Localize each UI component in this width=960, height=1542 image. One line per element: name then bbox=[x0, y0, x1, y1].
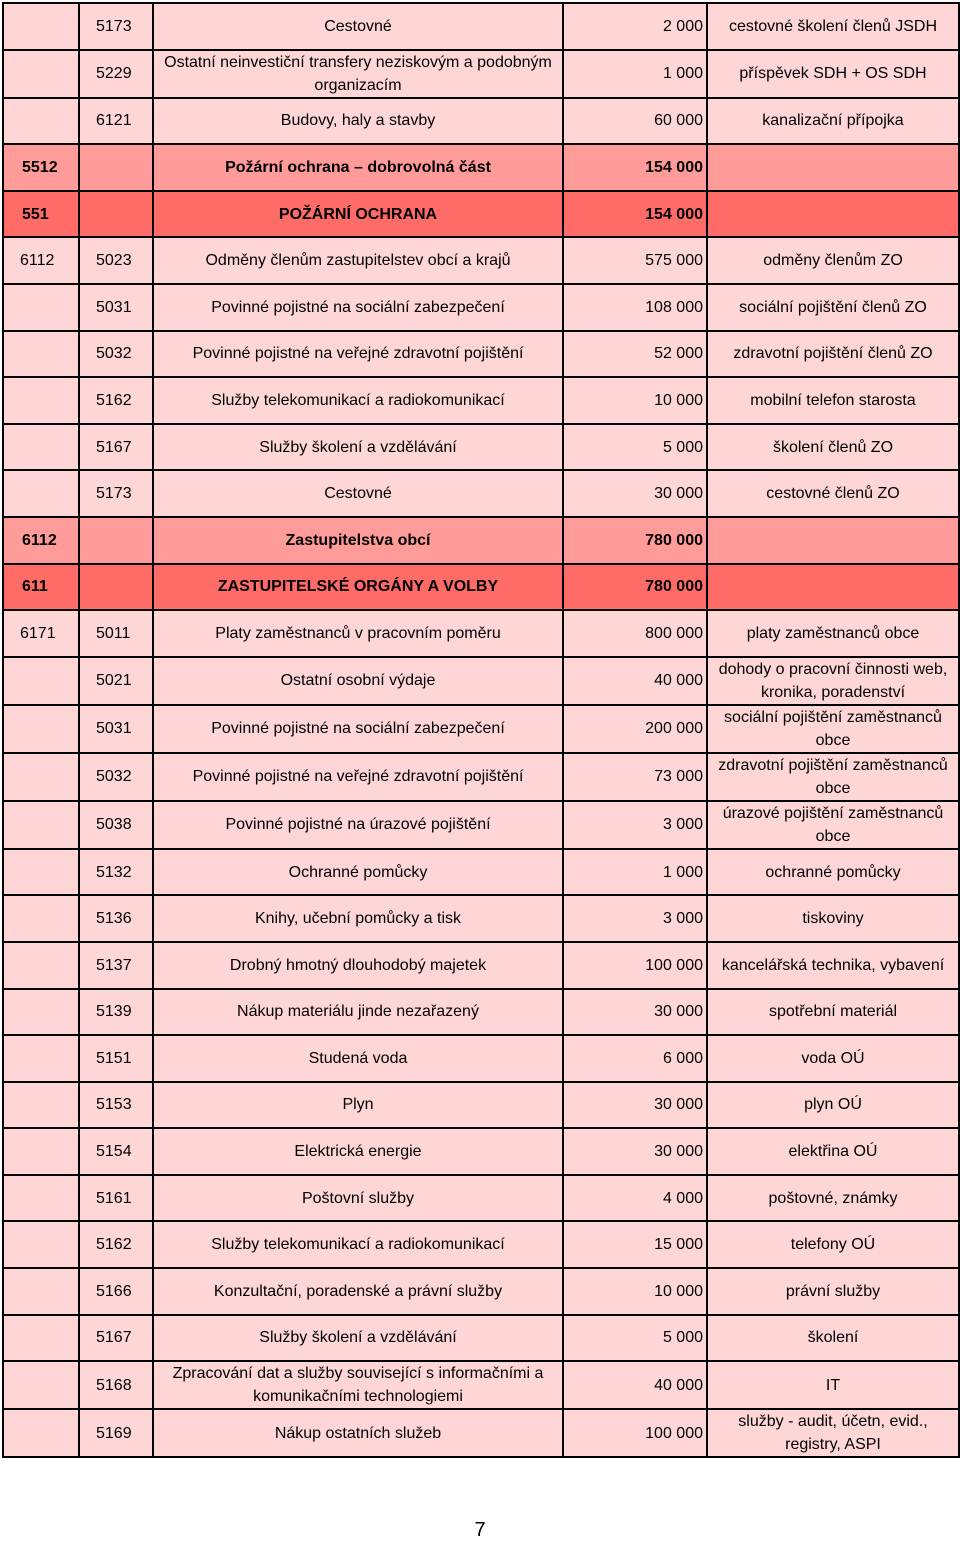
item-code-cell: 5173 bbox=[79, 470, 153, 517]
note-cell: zdravotní pojištění členů ZO bbox=[707, 331, 959, 378]
table-row bbox=[3, 1361, 959, 1409]
table-row bbox=[3, 1268, 959, 1315]
table-row bbox=[3, 1128, 959, 1175]
item-code-cell: 5137 bbox=[79, 942, 153, 989]
note-cell: spotřební materiál bbox=[707, 989, 959, 1036]
amount-cell: 60 000 bbox=[563, 98, 707, 145]
item-code-cell: 5021 bbox=[79, 657, 153, 705]
item-code-cell: 5136 bbox=[79, 895, 153, 942]
table-row bbox=[3, 3, 959, 50]
amount-cell: 154 000 bbox=[563, 191, 707, 238]
item-code-cell: 5011 bbox=[79, 610, 153, 657]
amount-cell: 30 000 bbox=[563, 1128, 707, 1175]
item-code-cell: 5151 bbox=[79, 1035, 153, 1082]
item-name-cell: Drobný hmotný dlouhodobý majetek bbox=[153, 942, 563, 989]
table-row bbox=[3, 1221, 959, 1268]
paragraph-cell bbox=[3, 942, 79, 989]
note-cell: IT bbox=[707, 1361, 959, 1409]
amount-cell: 10 000 bbox=[563, 1268, 707, 1315]
item-code-cell bbox=[79, 144, 153, 191]
budget-table bbox=[2, 2, 960, 1458]
paragraph-cell bbox=[3, 989, 79, 1036]
item-code-cell: 5161 bbox=[79, 1175, 153, 1222]
item-code-cell: 5032 bbox=[79, 753, 153, 801]
table-row bbox=[3, 377, 959, 424]
table-row bbox=[3, 284, 959, 331]
note-cell: odměny členům ZO bbox=[707, 237, 959, 284]
table-row bbox=[3, 989, 959, 1036]
item-name-cell: Platy zaměstnanců v pracovním poměru bbox=[153, 610, 563, 657]
note-cell bbox=[707, 191, 959, 238]
subtotal-row bbox=[3, 144, 959, 191]
paragraph-cell bbox=[3, 377, 79, 424]
table-row bbox=[3, 50, 959, 98]
note-cell: voda OÚ bbox=[707, 1035, 959, 1082]
item-name-cell: Služby školení a vzdělávání bbox=[153, 424, 563, 471]
section-total-row bbox=[3, 564, 959, 611]
paragraph-cell bbox=[3, 849, 79, 896]
amount-cell: 3 000 bbox=[563, 801, 707, 849]
item-name-cell: ZASTUPITELSKÉ ORGÁNY A VOLBY bbox=[153, 564, 563, 611]
item-code-cell: 5169 bbox=[79, 1409, 153, 1457]
table-row bbox=[3, 801, 959, 849]
item-name-cell: Odměny členům zastupitelstev obcí a krajů bbox=[153, 237, 563, 284]
paragraph-cell bbox=[3, 1268, 79, 1315]
note-cell: platy zaměstnanců obce bbox=[707, 610, 959, 657]
item-code-cell: 5168 bbox=[79, 1361, 153, 1409]
table-row bbox=[3, 895, 959, 942]
note-cell: školení členů ZO bbox=[707, 424, 959, 471]
paragraph-cell bbox=[3, 657, 79, 705]
item-code-cell: 5229 bbox=[79, 50, 153, 98]
note-cell: telefony OÚ bbox=[707, 1221, 959, 1268]
paragraph-cell bbox=[3, 895, 79, 942]
item-name-cell: Zpracování dat a služby související s informačními a komunikačními technologiemi bbox=[153, 1361, 563, 1409]
item-name-cell: Poštovní služby bbox=[153, 1175, 563, 1222]
table-row bbox=[3, 237, 959, 284]
amount-cell: 40 000 bbox=[563, 1361, 707, 1409]
paragraph-cell bbox=[3, 1361, 79, 1409]
amount-cell: 5 000 bbox=[563, 424, 707, 471]
item-name-cell: Služby telekomunikací a radiokomunikací bbox=[153, 377, 563, 424]
paragraph-cell bbox=[3, 801, 79, 849]
item-code-cell: 5162 bbox=[79, 1221, 153, 1268]
paragraph-cell bbox=[3, 1082, 79, 1129]
paragraph-cell bbox=[3, 1315, 79, 1362]
paragraph-cell bbox=[3, 753, 79, 801]
item-name-cell: Povinné pojistné na sociální zabezpečení bbox=[153, 284, 563, 331]
paragraph-cell bbox=[3, 470, 79, 517]
section-total-row bbox=[3, 191, 959, 238]
paragraph-cell: 611 bbox=[3, 564, 79, 611]
item-code-cell bbox=[79, 564, 153, 611]
note-cell: příspěvek SDH + OS SDH bbox=[707, 50, 959, 98]
item-code-cell: 5153 bbox=[79, 1082, 153, 1129]
item-name-cell: Knihy, učební pomůcky a tisk bbox=[153, 895, 563, 942]
amount-cell: 15 000 bbox=[563, 1221, 707, 1268]
item-name-cell: Budovy, haly a stavby bbox=[153, 98, 563, 145]
paragraph-cell bbox=[3, 331, 79, 378]
amount-cell: 4 000 bbox=[563, 1175, 707, 1222]
item-name-cell: Povinné pojistné na veřejné zdravotní pojištění bbox=[153, 753, 563, 801]
table-row bbox=[3, 1315, 959, 1362]
paragraph-cell: 6112 bbox=[3, 237, 79, 284]
amount-cell: 108 000 bbox=[563, 284, 707, 331]
item-name-cell: Služby školení a vzdělávání bbox=[153, 1315, 563, 1362]
paragraph-cell bbox=[3, 50, 79, 98]
note-cell: sociální pojištění členů ZO bbox=[707, 284, 959, 331]
note-cell: úrazové pojištění zaměstnanců obce bbox=[707, 801, 959, 849]
note-cell: cestovné členů ZO bbox=[707, 470, 959, 517]
paragraph-cell bbox=[3, 705, 79, 753]
table-row bbox=[3, 753, 959, 801]
item-name-cell: Nákup materiálu jinde nezařazený bbox=[153, 989, 563, 1036]
table-row bbox=[3, 470, 959, 517]
table-row bbox=[3, 705, 959, 753]
page-number: 7 bbox=[474, 1519, 486, 1541]
note-cell: zdravotní pojištění zaměstnanců obce bbox=[707, 753, 959, 801]
paragraph-cell bbox=[3, 424, 79, 471]
item-name-cell: Služby telekomunikací a radiokomunikací bbox=[153, 1221, 563, 1268]
item-name-cell: Zastupitelstva obcí bbox=[153, 517, 563, 564]
table-row bbox=[3, 657, 959, 705]
amount-cell: 30 000 bbox=[563, 1082, 707, 1129]
item-code-cell: 5167 bbox=[79, 1315, 153, 1362]
amount-cell: 2 000 bbox=[563, 3, 707, 50]
amount-cell: 200 000 bbox=[563, 705, 707, 753]
item-name-cell: Studená voda bbox=[153, 1035, 563, 1082]
item-name-cell: Ochranné pomůcky bbox=[153, 849, 563, 896]
note-cell: školení bbox=[707, 1315, 959, 1362]
amount-cell: 1 000 bbox=[563, 50, 707, 98]
note-cell: právní služby bbox=[707, 1268, 959, 1315]
note-cell: plyn OÚ bbox=[707, 1082, 959, 1129]
amount-cell: 30 000 bbox=[563, 989, 707, 1036]
item-name-cell: Nákup ostatních služeb bbox=[153, 1409, 563, 1457]
amount-cell: 3 000 bbox=[563, 895, 707, 942]
note-cell: mobilní telefon starosta bbox=[707, 377, 959, 424]
paragraph-cell bbox=[3, 1128, 79, 1175]
note-cell bbox=[707, 564, 959, 611]
amount-cell: 52 000 bbox=[563, 331, 707, 378]
item-code-cell: 5173 bbox=[79, 3, 153, 50]
item-name-cell: Plyn bbox=[153, 1082, 563, 1129]
note-cell: ochranné pomůcky bbox=[707, 849, 959, 896]
item-name-cell: POŽÁRNÍ OCHRANA bbox=[153, 191, 563, 238]
item-code-cell bbox=[79, 517, 153, 564]
paragraph-cell: 5512 bbox=[3, 144, 79, 191]
note-cell: dohody o pracovní činnosti web, kronika, poradenství bbox=[707, 657, 959, 705]
paragraph-cell: 6112 bbox=[3, 517, 79, 564]
paragraph-cell bbox=[3, 1409, 79, 1457]
item-code-cell bbox=[79, 191, 153, 238]
item-name-cell: Povinné pojistné na sociální zabezpečení bbox=[153, 705, 563, 753]
item-name-cell: Povinné pojistné na veřejné zdravotní pojištění bbox=[153, 331, 563, 378]
amount-cell: 30 000 bbox=[563, 470, 707, 517]
item-code-cell: 5038 bbox=[79, 801, 153, 849]
item-code-cell: 5166 bbox=[79, 1268, 153, 1315]
item-code-cell: 5132 bbox=[79, 849, 153, 896]
amount-cell: 5 000 bbox=[563, 1315, 707, 1362]
note-cell: tiskoviny bbox=[707, 895, 959, 942]
note-cell: poštovné, známky bbox=[707, 1175, 959, 1222]
item-code-cell: 5162 bbox=[79, 377, 153, 424]
paragraph-cell bbox=[3, 284, 79, 331]
amount-cell: 154 000 bbox=[563, 144, 707, 191]
table-row bbox=[3, 1175, 959, 1222]
item-code-cell: 5031 bbox=[79, 284, 153, 331]
item-name-cell: Ostatní osobní výdaje bbox=[153, 657, 563, 705]
note-cell bbox=[707, 144, 959, 191]
item-name-cell: Ostatní neinvestiční transfery neziskovým a podobným organizacím bbox=[153, 50, 563, 98]
table-row bbox=[3, 1082, 959, 1129]
table-row bbox=[3, 1409, 959, 1457]
item-name-cell: Požární ochrana – dobrovolná část bbox=[153, 144, 563, 191]
amount-cell: 40 000 bbox=[563, 657, 707, 705]
amount-cell: 73 000 bbox=[563, 753, 707, 801]
table-row bbox=[3, 849, 959, 896]
table-row bbox=[3, 98, 959, 145]
item-name-cell: Cestovné bbox=[153, 3, 563, 50]
paragraph-cell bbox=[3, 98, 79, 145]
note-cell: kancelářská technika, vybavení bbox=[707, 942, 959, 989]
amount-cell: 10 000 bbox=[563, 377, 707, 424]
paragraph-cell: 551 bbox=[3, 191, 79, 238]
subtotal-row bbox=[3, 517, 959, 564]
note-cell: elektřina OÚ bbox=[707, 1128, 959, 1175]
paragraph-cell bbox=[3, 1175, 79, 1222]
amount-cell: 780 000 bbox=[563, 564, 707, 611]
amount-cell: 100 000 bbox=[563, 942, 707, 989]
item-code-cell: 5032 bbox=[79, 331, 153, 378]
table-row bbox=[3, 331, 959, 378]
amount-cell: 800 000 bbox=[563, 610, 707, 657]
item-name-cell: Konzultační, poradenské a právní služby bbox=[153, 1268, 563, 1315]
item-code-cell: 5023 bbox=[79, 237, 153, 284]
item-name-cell: Elektrická energie bbox=[153, 1128, 563, 1175]
amount-cell: 1 000 bbox=[563, 849, 707, 896]
note-cell: služby - audit, účetn, evid., registry, ASPI bbox=[707, 1409, 959, 1457]
amount-cell: 780 000 bbox=[563, 517, 707, 564]
amount-cell: 6 000 bbox=[563, 1035, 707, 1082]
item-code-cell: 6121 bbox=[79, 98, 153, 145]
note-cell: sociální pojištění zaměstnanců obce bbox=[707, 705, 959, 753]
note-cell: cestovné školení členů JSDH bbox=[707, 3, 959, 50]
item-code-cell: 5167 bbox=[79, 424, 153, 471]
paragraph-cell bbox=[3, 1035, 79, 1082]
paragraph-cell bbox=[3, 1221, 79, 1268]
item-code-cell: 5031 bbox=[79, 705, 153, 753]
item-code-cell: 5139 bbox=[79, 989, 153, 1036]
item-name-cell: Povinné pojistné na úrazové pojištění bbox=[153, 801, 563, 849]
item-name-cell: Cestovné bbox=[153, 470, 563, 517]
amount-cell: 100 000 bbox=[563, 1409, 707, 1457]
table-row bbox=[3, 1035, 959, 1082]
paragraph-cell: 6171 bbox=[3, 610, 79, 657]
item-code-cell: 5154 bbox=[79, 1128, 153, 1175]
amount-cell: 575 000 bbox=[563, 237, 707, 284]
paragraph-cell bbox=[3, 3, 79, 50]
table-row bbox=[3, 942, 959, 989]
note-cell bbox=[707, 517, 959, 564]
note-cell: kanalizační přípojka bbox=[707, 98, 959, 145]
table-row bbox=[3, 424, 959, 471]
table-row bbox=[3, 610, 959, 657]
budget-table-body bbox=[3, 3, 959, 1457]
